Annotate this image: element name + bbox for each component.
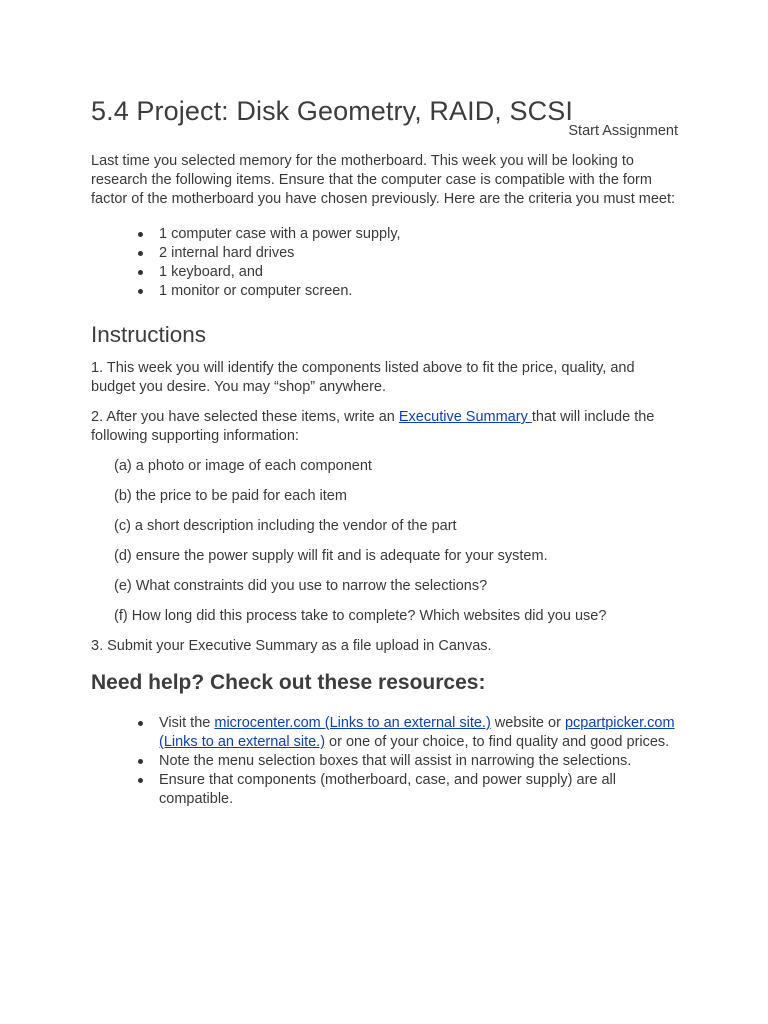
page-title: 5.4 Project: Disk Geometry, RAID, SCSI (91, 96, 573, 126)
sub-item-d: (d) ensure the power supply will fit and is adequate for your system. (114, 548, 548, 564)
sub-item-e: (e) What constraints did you use to narrow the selections? (114, 578, 488, 594)
resource-text: Visit the (159, 715, 215, 731)
resources-list (91, 714, 678, 809)
intro-paragraph: Last time you selected memory for the motherboard. This week you will be looking to research the following items. Ensure that the computer case is compatible with the form factor of the motherboard you have chosen previously. Here are the criteria you must meet: (91, 153, 676, 207)
resource-text-end: or one of your choice, to find quality and good prices. (325, 734, 670, 750)
executive-summary-link[interactable]: Executive Summary (398, 409, 532, 425)
sub-item-f: (f) How long did this process take to complete? Which websites did you use? (114, 608, 607, 624)
step-2 (91, 408, 678, 446)
step-2-text: 2. After you have selected these items, write an (91, 409, 399, 425)
sub-item-b: (b) the price to be paid for each item (114, 488, 347, 504)
start-assignment-button[interactable]: Start Assignment (568, 123, 678, 139)
step-2-text-end: that will include the following supporting information: (91, 409, 655, 444)
assignment-page (91, 94, 678, 809)
instructions-heading: Instructions (91, 322, 207, 347)
list-item: 1 monitor or computer screen. (159, 282, 678, 301)
sub-item-c: (c) a short description including the vendor of the part (114, 518, 457, 534)
criteria-list (91, 225, 678, 301)
step-3: 3. Submit your Executive Summary as a file upload in Canvas. (91, 638, 492, 654)
pcpartpicker-link[interactable]: pcpartpicker.com (Links to an external site.) (159, 715, 675, 750)
microcenter-link[interactable]: microcenter.com (Links to an external site.) (214, 715, 491, 731)
list-item: 2 internal hard drives (159, 244, 678, 263)
list-item: Ensure that components (motherboard, case, and power supply) are all compatible. (159, 771, 678, 809)
step-1: 1. This week you will identify the components listed above to fit the price, quality, and budget you desire. You may “shop” anywhere. (91, 360, 635, 395)
sub-item-a: (a) a photo or image of each component (114, 458, 372, 474)
resource-text-mid: website or (490, 715, 565, 731)
list-item: Note the menu selection boxes that will assist in narrowing the selections. (159, 752, 678, 771)
help-heading: Need help? Check out these resources: (91, 671, 486, 694)
list-item: 1 keyboard, and (159, 263, 678, 282)
list-item: 1 computer case with a power supply, (159, 225, 678, 244)
list-item (159, 714, 678, 752)
